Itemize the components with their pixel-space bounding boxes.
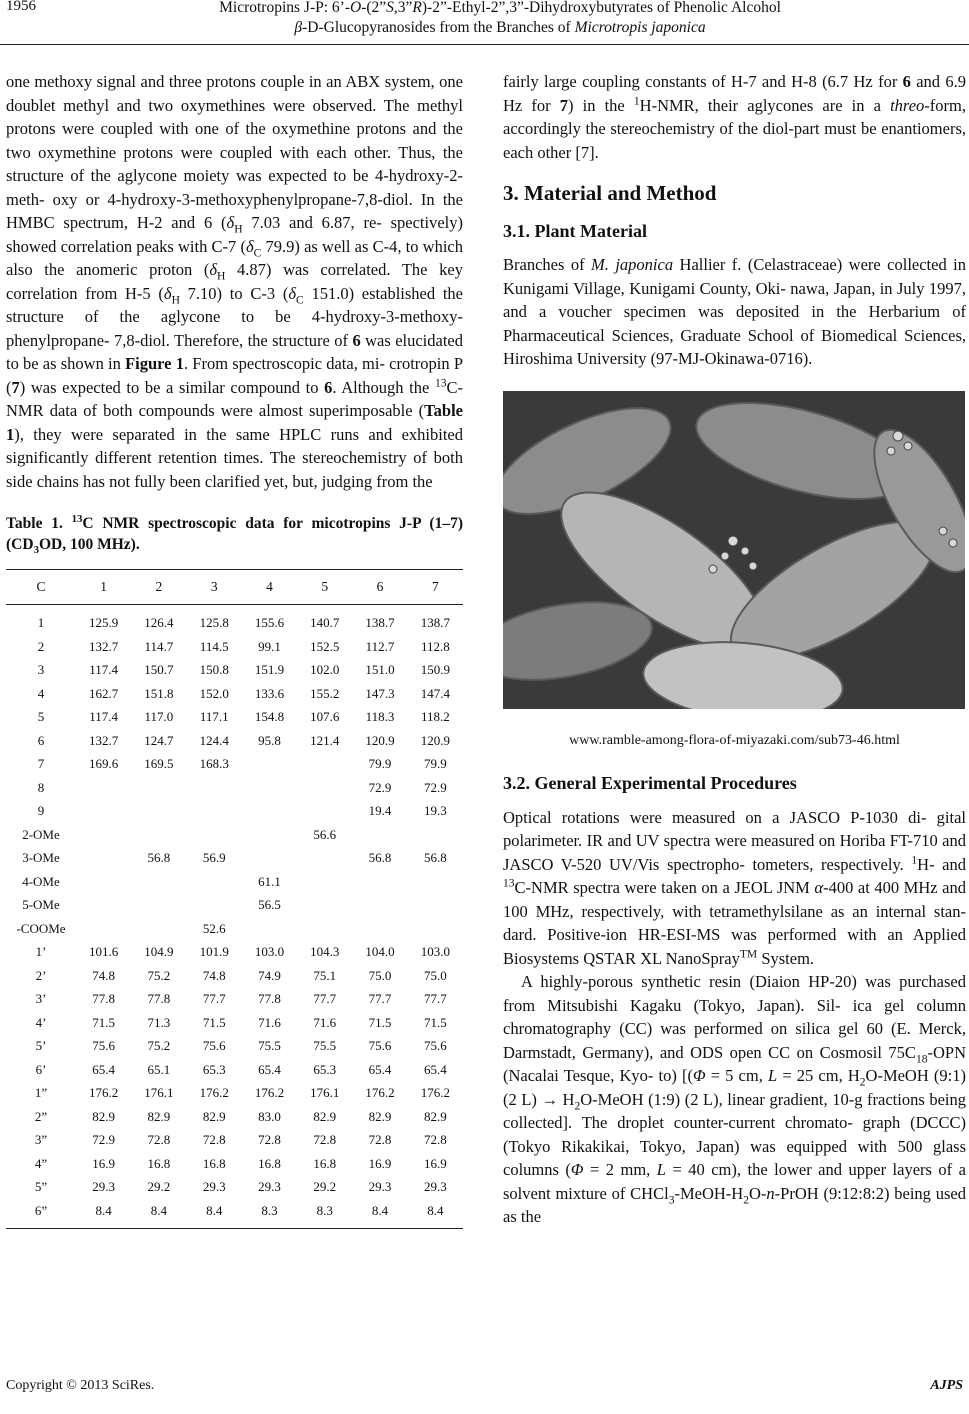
table-cell: 65.4 — [368, 1061, 392, 1077]
table-cell: 5-OMe — [22, 897, 60, 912]
table-cell: 52.6 — [202, 920, 226, 936]
table-row — [6, 776, 463, 800]
table-cell: 176.2 — [420, 1085, 450, 1100]
table-cell: 56.5 — [258, 897, 281, 912]
table-cell: 152.0 — [199, 685, 229, 701]
table-cell: 1’ — [35, 944, 47, 959]
table-cell: 124.4 — [199, 732, 229, 748]
table-body — [6, 605, 463, 1229]
table-cell: 3” — [34, 1132, 48, 1147]
table-cell: 71.6 — [258, 1014, 281, 1030]
table-cell: 151.9 — [254, 662, 285, 677]
table-cell: 72.8 — [313, 1132, 337, 1147]
subsection-heading: 3.1. Plant Material — [503, 220, 647, 241]
table-cell: 150.9 — [420, 662, 450, 677]
table-cell: 104.9 — [144, 944, 174, 959]
table-cell: 75.6 — [92, 1038, 116, 1053]
table-cell: 120.9 — [365, 732, 395, 748]
table-cell: 8.4 — [131, 1199, 186, 1229]
table-cell: 176.2 — [199, 1085, 229, 1100]
body-paragraph: A highly-porous synthetic resin (Diaion HP-20) was purchased from Mitsubishi Kagaku (Tokyo, Japan). Sil- ica gel column chromatography (CC) was performed on silica gel 60 (E. Merck, Darmstadt, Germany), and ODS open CC on Cosmosil $75C_{18}$-OPN (Nacalai Tesque, Kyo- to) [(Φ = 5 cm, L = 25 cm, $H_2O$-MeOH (9:1) (2 $L) \to H_2O$-MeOH (1:9) (2 L), linear gradient, 10-g fractions being collected]. The droplet counter-current chromato- graph (DCCC) (Tokyo Rikakikai, Tokyo, Japan) was equipped with 500 glass columns (Φ = 2 mm, L = 40 cm), the lower and upper layers of a solvent mixture of $CHCl_3-MeOH-H_2O-n$-PrOH (9:12:8:2) being used as the — [503, 972, 966, 1226]
table-header-cell: 2 — [131, 570, 186, 605]
right-column — [503, 70, 966, 1229]
table-row — [6, 987, 463, 1011]
table-cell: 4 — [37, 685, 45, 701]
table-cell: 77.7 — [313, 991, 337, 1006]
table-cell: 112.7 — [365, 638, 395, 654]
table-row — [6, 846, 463, 870]
table-cell: 16.8 — [147, 1155, 171, 1171]
table-header-cell: 4 — [242, 570, 297, 605]
table-cell: 83.0 — [258, 1108, 281, 1124]
table-cell: 147.3 — [365, 685, 395, 701]
table-cell — [242, 776, 297, 800]
table-cell — [76, 799, 131, 823]
table-cell: 72.8 — [258, 1132, 281, 1147]
table-row — [6, 823, 463, 847]
table-cell: 151.0 — [365, 662, 395, 677]
table-cell: 176.2 — [89, 1085, 119, 1100]
table-cell: 72.8 — [202, 1132, 226, 1147]
table-cell: 117.0 — [144, 709, 174, 724]
table-cell: 138.7 — [420, 615, 450, 630]
page-number: 1956 — [6, 0, 36, 14]
table-cell: 169.6 — [89, 756, 119, 771]
photo-caption: www.ramble-among-flora-of-miyazaki.com/sub73-46.html — [569, 732, 900, 748]
table-cell — [352, 870, 407, 894]
table-row — [6, 1175, 463, 1199]
table-cell: 120.9 — [420, 732, 450, 748]
table-cell: 5” — [34, 1179, 48, 1194]
table-cell: 74.8 — [202, 967, 226, 983]
table-cell: 8.3 — [297, 1199, 352, 1229]
table-row — [6, 1058, 463, 1082]
table-cell: 3’ — [35, 991, 47, 1006]
table-cell — [297, 893, 352, 917]
table-cell — [297, 846, 352, 870]
table-cell: 104.0 — [365, 944, 395, 959]
table-cell: 29.2 — [313, 1179, 337, 1194]
table-cell: 16.9 — [92, 1155, 116, 1171]
table-cell — [297, 870, 352, 894]
table-cell: 74.9 — [258, 967, 281, 983]
table-cell: 176.2 — [254, 1085, 285, 1100]
table-cell: 132.7 — [89, 732, 119, 748]
body-paragraph: Branches of M. japonica Hallier f. (Celastraceae) were collected in Kunigami Village, Kunigami County, Oki- nawa, Japan, in July 1997, and a voucher specimen was deposited in the Herbarium of Pharmaceutical Sciences, Graduate School of Biomedical Sciences, Hiroshima University (97-MJ-Okinawa-0716). — [503, 255, 966, 368]
table-cell — [408, 870, 463, 894]
table-cell: 82.9 — [368, 1108, 392, 1124]
table-cell: 9 — [37, 803, 45, 818]
table-row — [6, 964, 463, 988]
journal-abbrev: AJPS — [930, 1378, 963, 1393]
table-cell: 75.5 — [258, 1038, 281, 1053]
table-cell: 71.6 — [313, 1014, 337, 1030]
table-row — [6, 658, 463, 682]
table-cell — [352, 823, 407, 847]
table-cell: 56.8 — [368, 850, 392, 865]
running-title-line1: Microtropins J-P: 6’-O-(2”S,3”R)-2”-Ethyl-2”,3”-Dihydroxybutyrates of Phenolic Alcohol — [219, 0, 781, 16]
table-cell: 79.9 — [368, 756, 392, 771]
body-paragraph: fairly large coupling constants of H-7 and H-8 (6.7 Hz for 6 and 6.9 Hz for 7) in the $^1$H-NMR, their aglycones are in a threo-form, accordingly the stereochemistry of the diol-part must be enantiomers, each other [7]. — [503, 72, 967, 162]
table-cell: 72.9 — [368, 779, 392, 795]
table-row — [6, 752, 463, 776]
table-cell — [76, 776, 131, 800]
table-cell: 71.5 — [202, 1014, 226, 1030]
table-row — [6, 917, 463, 941]
table-row — [6, 705, 463, 729]
table-cell: 169.5 — [144, 756, 174, 771]
table-cell: 65.4 — [423, 1061, 447, 1077]
table-cell — [76, 893, 131, 917]
table-cell: 65.3 — [202, 1061, 226, 1077]
table-cell: 138.7 — [365, 615, 395, 630]
table-cell: 77.7 — [368, 991, 392, 1006]
table-cell: 102.0 — [310, 662, 340, 677]
table-cell — [187, 776, 242, 800]
table-cell: 176.2 — [365, 1085, 395, 1100]
table-cell — [187, 893, 242, 917]
table-cell: 151.8 — [144, 685, 174, 701]
table-cell: 4’ — [35, 1014, 47, 1030]
table-cell — [242, 799, 297, 823]
table-cell: 150.8 — [199, 662, 229, 677]
table-cell: 77.7 — [423, 991, 447, 1006]
table-cell: 133.6 — [254, 685, 285, 701]
table-cell: 103.0 — [254, 944, 285, 959]
table-cell: 8.3 — [242, 1199, 297, 1229]
body-paragraph: Optical rotations were measured on a JASCO P-1030 di- gital polarimeter. IR and UV spectra were measured on Horiba FT-710 and JASCO V-520 UV/Vis spectropho- tometers, respectively. $^1$H- and $^{13}$C-NMR spectra were taken on a JEOL JNM α-400 at 400 MHz and 100 MHz, respectively, with tetramethylsilane as an internal stan- dard. Positive-ion HR-ESI-MS was performed with an Applied Biosystems QSTAR XL NanoSpray™ System. — [503, 807, 966, 968]
table-header-cell: 3 — [187, 570, 242, 605]
table-cell: 147.4 — [420, 685, 450, 701]
table-cell: 112.8 — [420, 638, 450, 654]
table-cell — [131, 917, 186, 941]
table-cell: 117.1 — [199, 709, 229, 724]
table-cell — [297, 799, 352, 823]
table-cell: 101.9 — [199, 944, 229, 959]
table-cell: 82.9 — [423, 1108, 447, 1124]
table-cell: 118.2 — [420, 709, 450, 724]
table-cell: 72.8 — [147, 1132, 171, 1147]
table-cell: 2” — [34, 1108, 48, 1124]
table-cell: 75.0 — [423, 967, 447, 983]
table-cell: 61.1 — [258, 873, 281, 889]
table-cell: 29.3 — [92, 1179, 116, 1194]
table-cell: 176.1 — [144, 1085, 174, 1100]
table-cell: 118.3 — [365, 709, 395, 724]
table-cell: 82.9 — [313, 1108, 337, 1124]
left-column — [6, 70, 463, 1229]
table-cell: 140.7 — [310, 615, 340, 630]
table-row — [6, 1105, 463, 1129]
table-cell: 56.9 — [202, 850, 226, 865]
table-cell: 154.8 — [254, 709, 285, 724]
table-cell: 99.1 — [258, 638, 281, 654]
table-header-cell: 1 — [76, 570, 131, 605]
table-cell: 8.4 — [408, 1199, 463, 1229]
table-row — [6, 729, 463, 753]
table-cell: 65.4 — [92, 1061, 116, 1077]
table-cell — [187, 799, 242, 823]
table-cell — [76, 846, 131, 870]
table-cell: 117.4 — [89, 662, 119, 677]
table-cell: 2-OMe — [22, 826, 60, 842]
table-cell — [76, 917, 131, 941]
table-cell: 75.6 — [202, 1038, 226, 1053]
leaf-photo-illustration — [503, 391, 965, 709]
table-cell: 77.8 — [258, 991, 281, 1006]
table-cell: 155.6 — [254, 615, 285, 630]
table-cell — [187, 870, 242, 894]
table-cell: 65.1 — [147, 1061, 171, 1077]
table-cell: 1 — [37, 615, 45, 630]
table-cell: 72.8 — [423, 1132, 447, 1147]
table-cell — [352, 893, 407, 917]
table-cell: 56.8 — [147, 850, 171, 865]
table-cell: 82.9 — [202, 1108, 226, 1124]
table-cell: 82.9 — [92, 1108, 116, 1124]
table-cell — [76, 870, 131, 894]
table-caption: Table 1. $^{13}$C NMR spectroscopic data for micotropins J-P (1–7) ($CD_3OD$, 100 MHz). — [6, 512, 463, 557]
table-cell: 2’ — [35, 967, 47, 983]
body-paragraph: one methoxy signal and three protons couple in an ABX system, one doublet methyl and two oxymethines were observed. The methyl protons were coupled with one of the oxymethine protons and the two oxymethine protons were coupled with each other. Thus, the structure of the aglycone moiety was expected to be 4-hydroxy-2-meth- oxy or 4-hydroxy-3-methoxyphenylpropane-7,8-diol. In the HMBC spectrum, H-2 and 6 ($\delta_H$ 7.03 and 6.87, re- spectively) showed correlation peaks with C-7 ($\delta_C$ 79.9) as well as C-4, to which also the anomeric proton ($\delta_H$ 4.87) was correlated. The key correlation from H-5 ($\delta_H$ 7.10) to C-3 ($\delta_C$ 151.0) established the structure of the aglycone to be 4-hydroxy-3-methoxy-phenylpropane- 7,8-diol. Therefore, the structure of 6 was elucidated to be as shown in Figure 1. From spectroscopic data, mi- crotropin P (7) was expected to be a similar compound to 6. Although the $^{13}$C-NMR data of both compounds were almost superimposable (Table 1), they were separated in the same HPLC runs and exhibited significantly different retention times. The stereochemistry of both side chains has not fully been clarified yet, but, judging from the — [6, 72, 464, 491]
table-row — [6, 1152, 463, 1176]
table-cell — [408, 893, 463, 917]
table-cell: 72.9 — [92, 1132, 116, 1147]
table-cell: 71.5 — [423, 1014, 447, 1030]
table-cell: 6 — [37, 732, 45, 748]
table-header-cell: 6 — [352, 570, 407, 605]
table-row — [6, 870, 463, 894]
table-cell: 5 — [37, 709, 45, 724]
table-row — [6, 799, 463, 823]
table-cell: 162.7 — [89, 685, 119, 701]
table-cell: 3-OMe — [22, 850, 60, 865]
table-cell: 5’ — [35, 1038, 47, 1053]
table-cell: 72.8 — [368, 1132, 392, 1147]
table-cell: 150.7 — [144, 662, 174, 677]
table-cell — [131, 776, 186, 800]
table-cell: 19.3 — [423, 803, 447, 818]
table-cell: 74.8 — [92, 967, 116, 983]
table-cell: 8.4 — [76, 1199, 131, 1229]
table-cell: 16.8 — [313, 1155, 337, 1171]
table-cell: 4” — [34, 1155, 48, 1171]
table-cell — [352, 917, 407, 941]
running-title-line2: β-D-Glucopyranosides from the Branches of Microtropis japonica — [294, 19, 706, 36]
table-cell — [408, 823, 463, 847]
table-cell: 124.7 — [144, 732, 174, 748]
table-row — [6, 635, 463, 659]
table-cell: -COOMe — [16, 920, 66, 936]
table-cell — [187, 823, 242, 847]
table-cell: 3 — [37, 662, 45, 677]
table-cell: 71.3 — [147, 1014, 171, 1030]
table-header-cell: 5 — [297, 570, 352, 605]
table-cell — [297, 917, 352, 941]
table-cell: 16.9 — [423, 1155, 447, 1171]
table-cell: 75.6 — [423, 1038, 447, 1053]
table-cell: 6” — [6, 1199, 76, 1229]
table-cell: 117.4 — [89, 709, 119, 724]
table-cell: 8.4 — [187, 1199, 242, 1229]
plant-photo — [503, 391, 965, 709]
table-cell: 155.2 — [310, 685, 340, 701]
table-row — [6, 1128, 463, 1152]
table-cell: 79.9 — [423, 756, 447, 771]
header-rule — [0, 44, 969, 45]
table-cell: 1” — [34, 1085, 48, 1100]
table-cell: 168.3 — [199, 756, 229, 771]
table-cell — [131, 799, 186, 823]
table-cell: 75.6 — [368, 1038, 392, 1053]
table-cell: 65.4 — [258, 1061, 281, 1077]
table-cell: 125.9 — [89, 615, 119, 630]
table-cell: 75.5 — [313, 1038, 337, 1053]
table-cell — [408, 917, 463, 941]
table-cell: 29.3 — [368, 1179, 392, 1194]
table-header-cell: 7 — [408, 570, 463, 605]
section-heading: 3. Material and Method — [503, 181, 717, 205]
table-row — [6, 940, 463, 964]
table-cell: 101.6 — [89, 944, 119, 959]
table-row — [6, 682, 463, 706]
nmr-table — [6, 569, 463, 1229]
subsection-heading: 3.2. General Experimental Procedures — [503, 773, 797, 793]
table-cell: 77.7 — [202, 991, 226, 1006]
table-cell — [297, 752, 352, 776]
table-cell: 132.7 — [89, 638, 119, 654]
table-cell — [131, 823, 186, 847]
table-cell: 8 — [37, 779, 45, 795]
table-row — [6, 1034, 463, 1058]
table-cell: 104.3 — [310, 944, 340, 959]
table-cell: 107.6 — [310, 709, 340, 724]
table-cell — [76, 823, 131, 847]
table-header-row — [6, 570, 463, 605]
table-cell: 72.9 — [423, 779, 447, 795]
table-cell: 95.8 — [258, 732, 281, 748]
table-cell: 71.5 — [92, 1014, 116, 1030]
table-cell: 75.2 — [147, 967, 171, 983]
table-cell: 82.9 — [147, 1108, 171, 1124]
table-cell: 2 — [37, 638, 45, 654]
table-header-cell: C — [6, 570, 76, 605]
table-row — [6, 1081, 463, 1105]
table-cell: 77.8 — [92, 991, 116, 1006]
copyright-footer: Copyright © 2013 SciRes. — [6, 1378, 155, 1393]
table-cell: 71.5 — [368, 1014, 392, 1030]
table-cell: 125.8 — [199, 615, 229, 630]
table-cell: 29.3 — [202, 1179, 226, 1194]
table-cell — [297, 776, 352, 800]
table-cell: 16.8 — [258, 1155, 281, 1171]
table-cell: 75.2 — [147, 1038, 171, 1053]
table-cell: 176.1 — [310, 1085, 340, 1100]
table-cell — [131, 893, 186, 917]
table-cell: 152.5 — [310, 638, 340, 654]
table-cell: 114.5 — [199, 638, 229, 654]
table-cell: 8.4 — [352, 1199, 407, 1229]
table-cell: 103.0 — [420, 944, 450, 959]
table-row — [6, 1011, 463, 1035]
table-row — [6, 605, 463, 635]
table-cell: 4-OMe — [22, 873, 60, 889]
table-cell — [242, 752, 297, 776]
table-cell: 19.4 — [368, 803, 392, 818]
table-cell: 29.2 — [147, 1179, 171, 1194]
table-cell: 56.8 — [423, 850, 447, 865]
table-cell — [242, 846, 297, 870]
table-cell — [242, 917, 297, 941]
table-cell: 29.3 — [258, 1179, 281, 1194]
table-cell: 16.9 — [368, 1155, 392, 1171]
table-cell: 75.0 — [368, 967, 392, 983]
table-cell: 7 — [37, 756, 45, 771]
table-cell: 16.8 — [202, 1155, 226, 1171]
table-row — [6, 893, 463, 917]
table-cell — [131, 870, 186, 894]
table-cell: 56.6 — [313, 826, 337, 842]
table-cell: 6’ — [35, 1061, 47, 1077]
table-cell — [242, 823, 297, 847]
table-cell: 126.4 — [144, 615, 174, 630]
table-cell: 114.7 — [144, 638, 174, 654]
table-row — [6, 1199, 463, 1229]
table-cell: 75.1 — [313, 967, 337, 983]
table-cell: 29.3 — [423, 1179, 447, 1194]
table-cell: 121.4 — [310, 732, 340, 748]
table-cell: 77.8 — [147, 991, 171, 1006]
table-cell: 65.3 — [313, 1061, 337, 1077]
